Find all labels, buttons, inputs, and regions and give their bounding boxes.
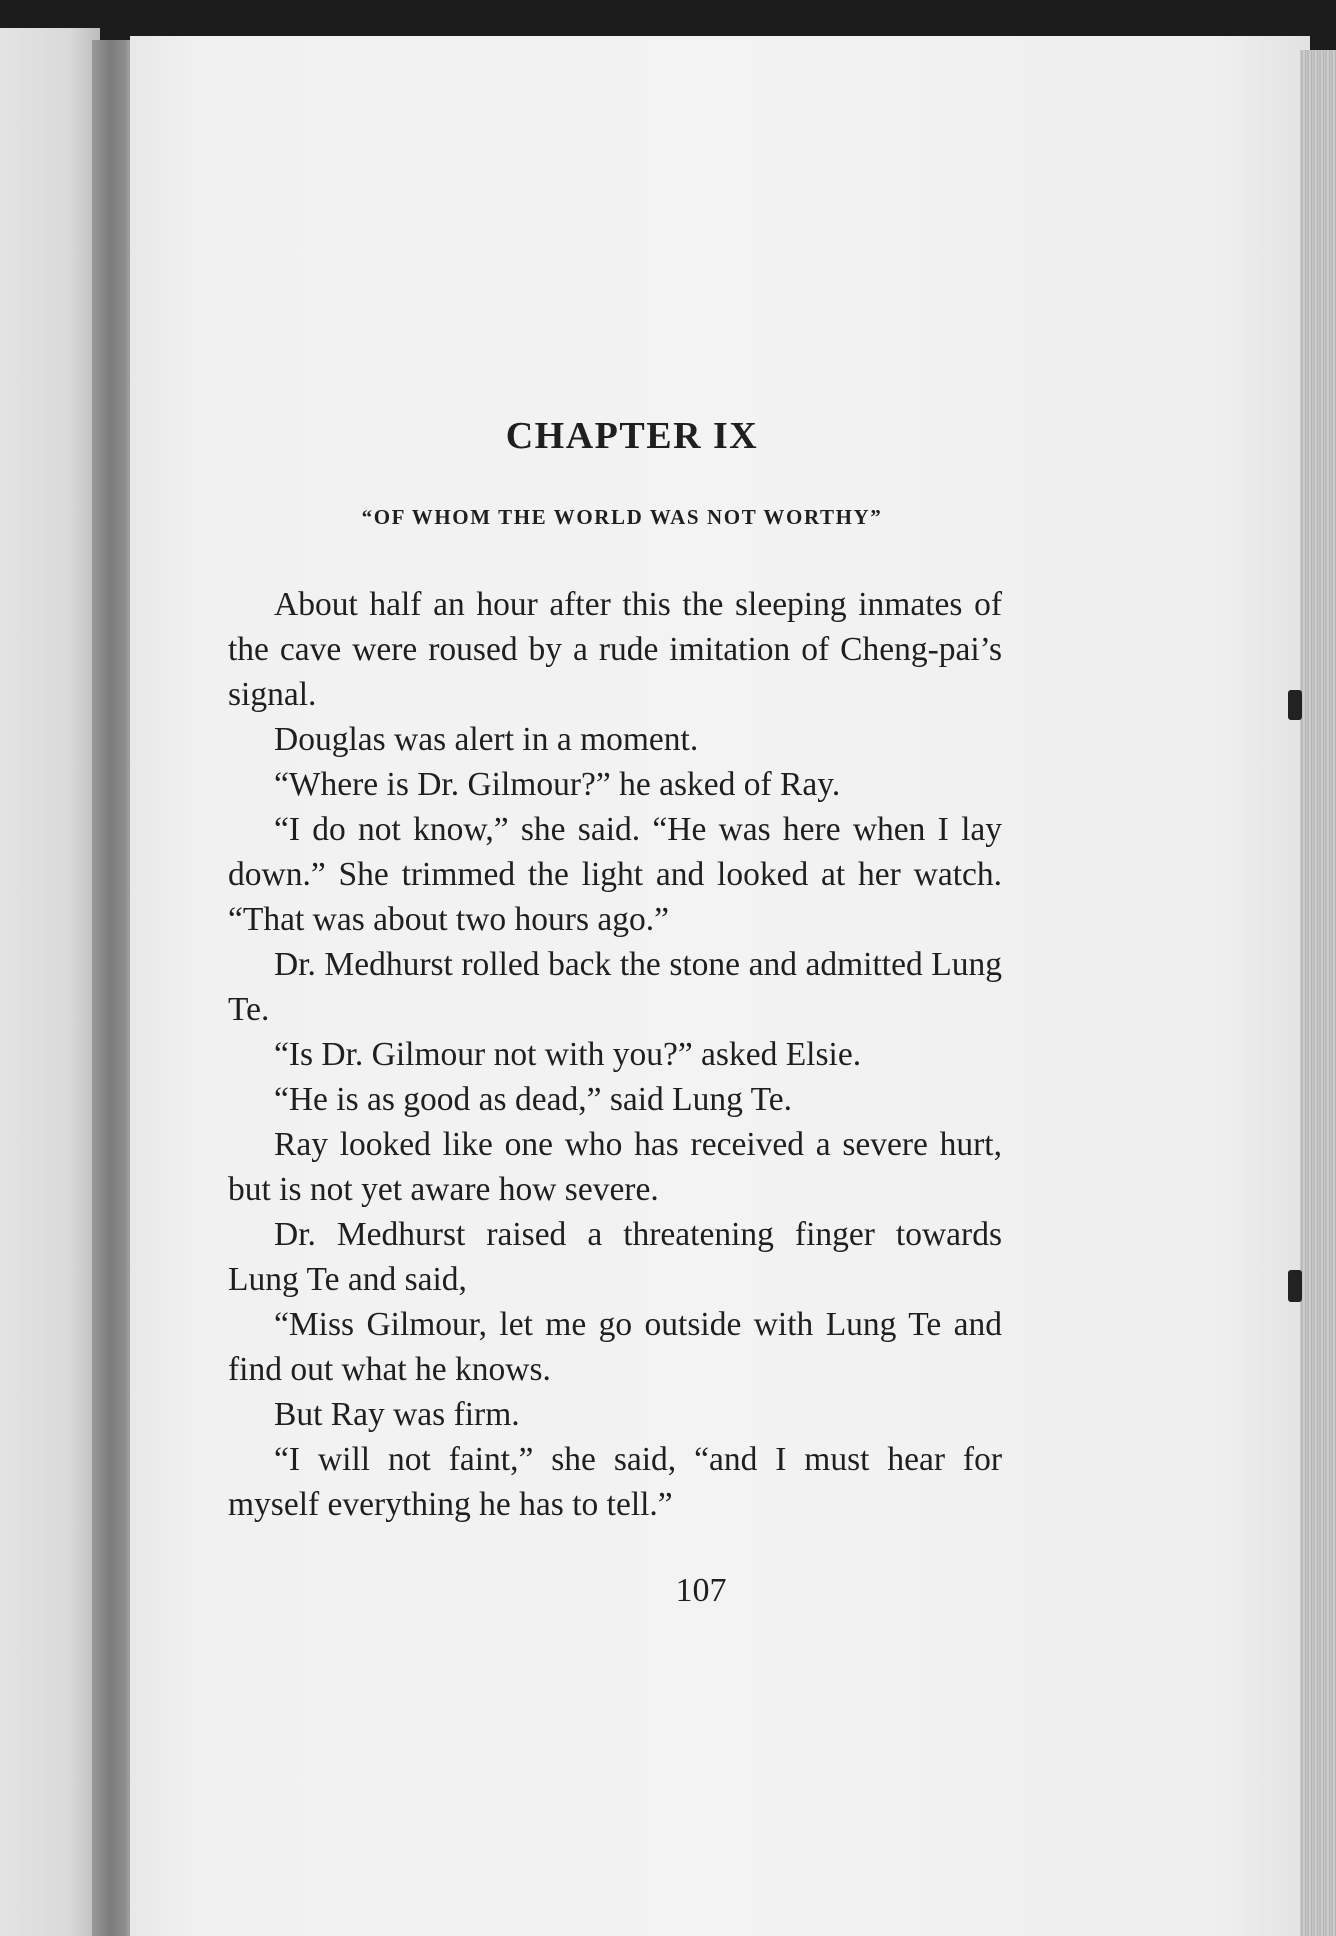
chapter-subtitle: “OF WHOM THE WORLD WAS NOT WORTHY” xyxy=(361,505,883,529)
chapter-title: CHAPTER IX xyxy=(505,415,759,457)
edge-mark xyxy=(1288,1270,1302,1302)
chapter-body xyxy=(228,582,1002,1527)
page-edges xyxy=(1300,50,1336,1936)
paragraph: “I do not know,” she said. “He was here when I lay down.” She trimmed the light and looked at her watch. “That was about two hours ago.” xyxy=(228,811,1002,938)
paragraph: Dr. Medhurst rolled back the stone and admitted Lung Te. xyxy=(228,946,1002,1028)
paragraph: Ray looked like one who has received a severe hurt, but is not yet aware how severe. xyxy=(228,1126,1002,1208)
paragraph: “Miss Gilmour, let me go outside with Lung Te and find out what he knows. xyxy=(228,1306,1002,1388)
paragraph: Douglas was alert in a moment. xyxy=(274,721,699,758)
paragraph: But Ray was firm. xyxy=(274,1396,520,1433)
paragraph: “I will not faint,” she said, “and I must hear for myself everything he has to tell.” xyxy=(228,1441,1002,1523)
paragraph: “Is Dr. Gilmour not with you?” asked Elsie. xyxy=(274,1036,862,1073)
paragraph: “Where is Dr. Gilmour?” he asked of Ray. xyxy=(274,766,841,803)
paragraph: Dr. Medhurst raised a threatening finger towards Lung Te and said, xyxy=(228,1216,1002,1298)
edge-mark xyxy=(1288,690,1302,720)
page-text xyxy=(228,410,1002,1527)
page-number: 107 xyxy=(675,1572,727,1609)
paragraph: About half an hour after this the sleeping inmates of the cave were roused by a rude imitation of Cheng-pai’s signal. xyxy=(228,586,1002,713)
paragraph: “He is as good as dead,” said Lung Te. xyxy=(274,1081,793,1118)
facing-page-edge xyxy=(0,28,100,1936)
